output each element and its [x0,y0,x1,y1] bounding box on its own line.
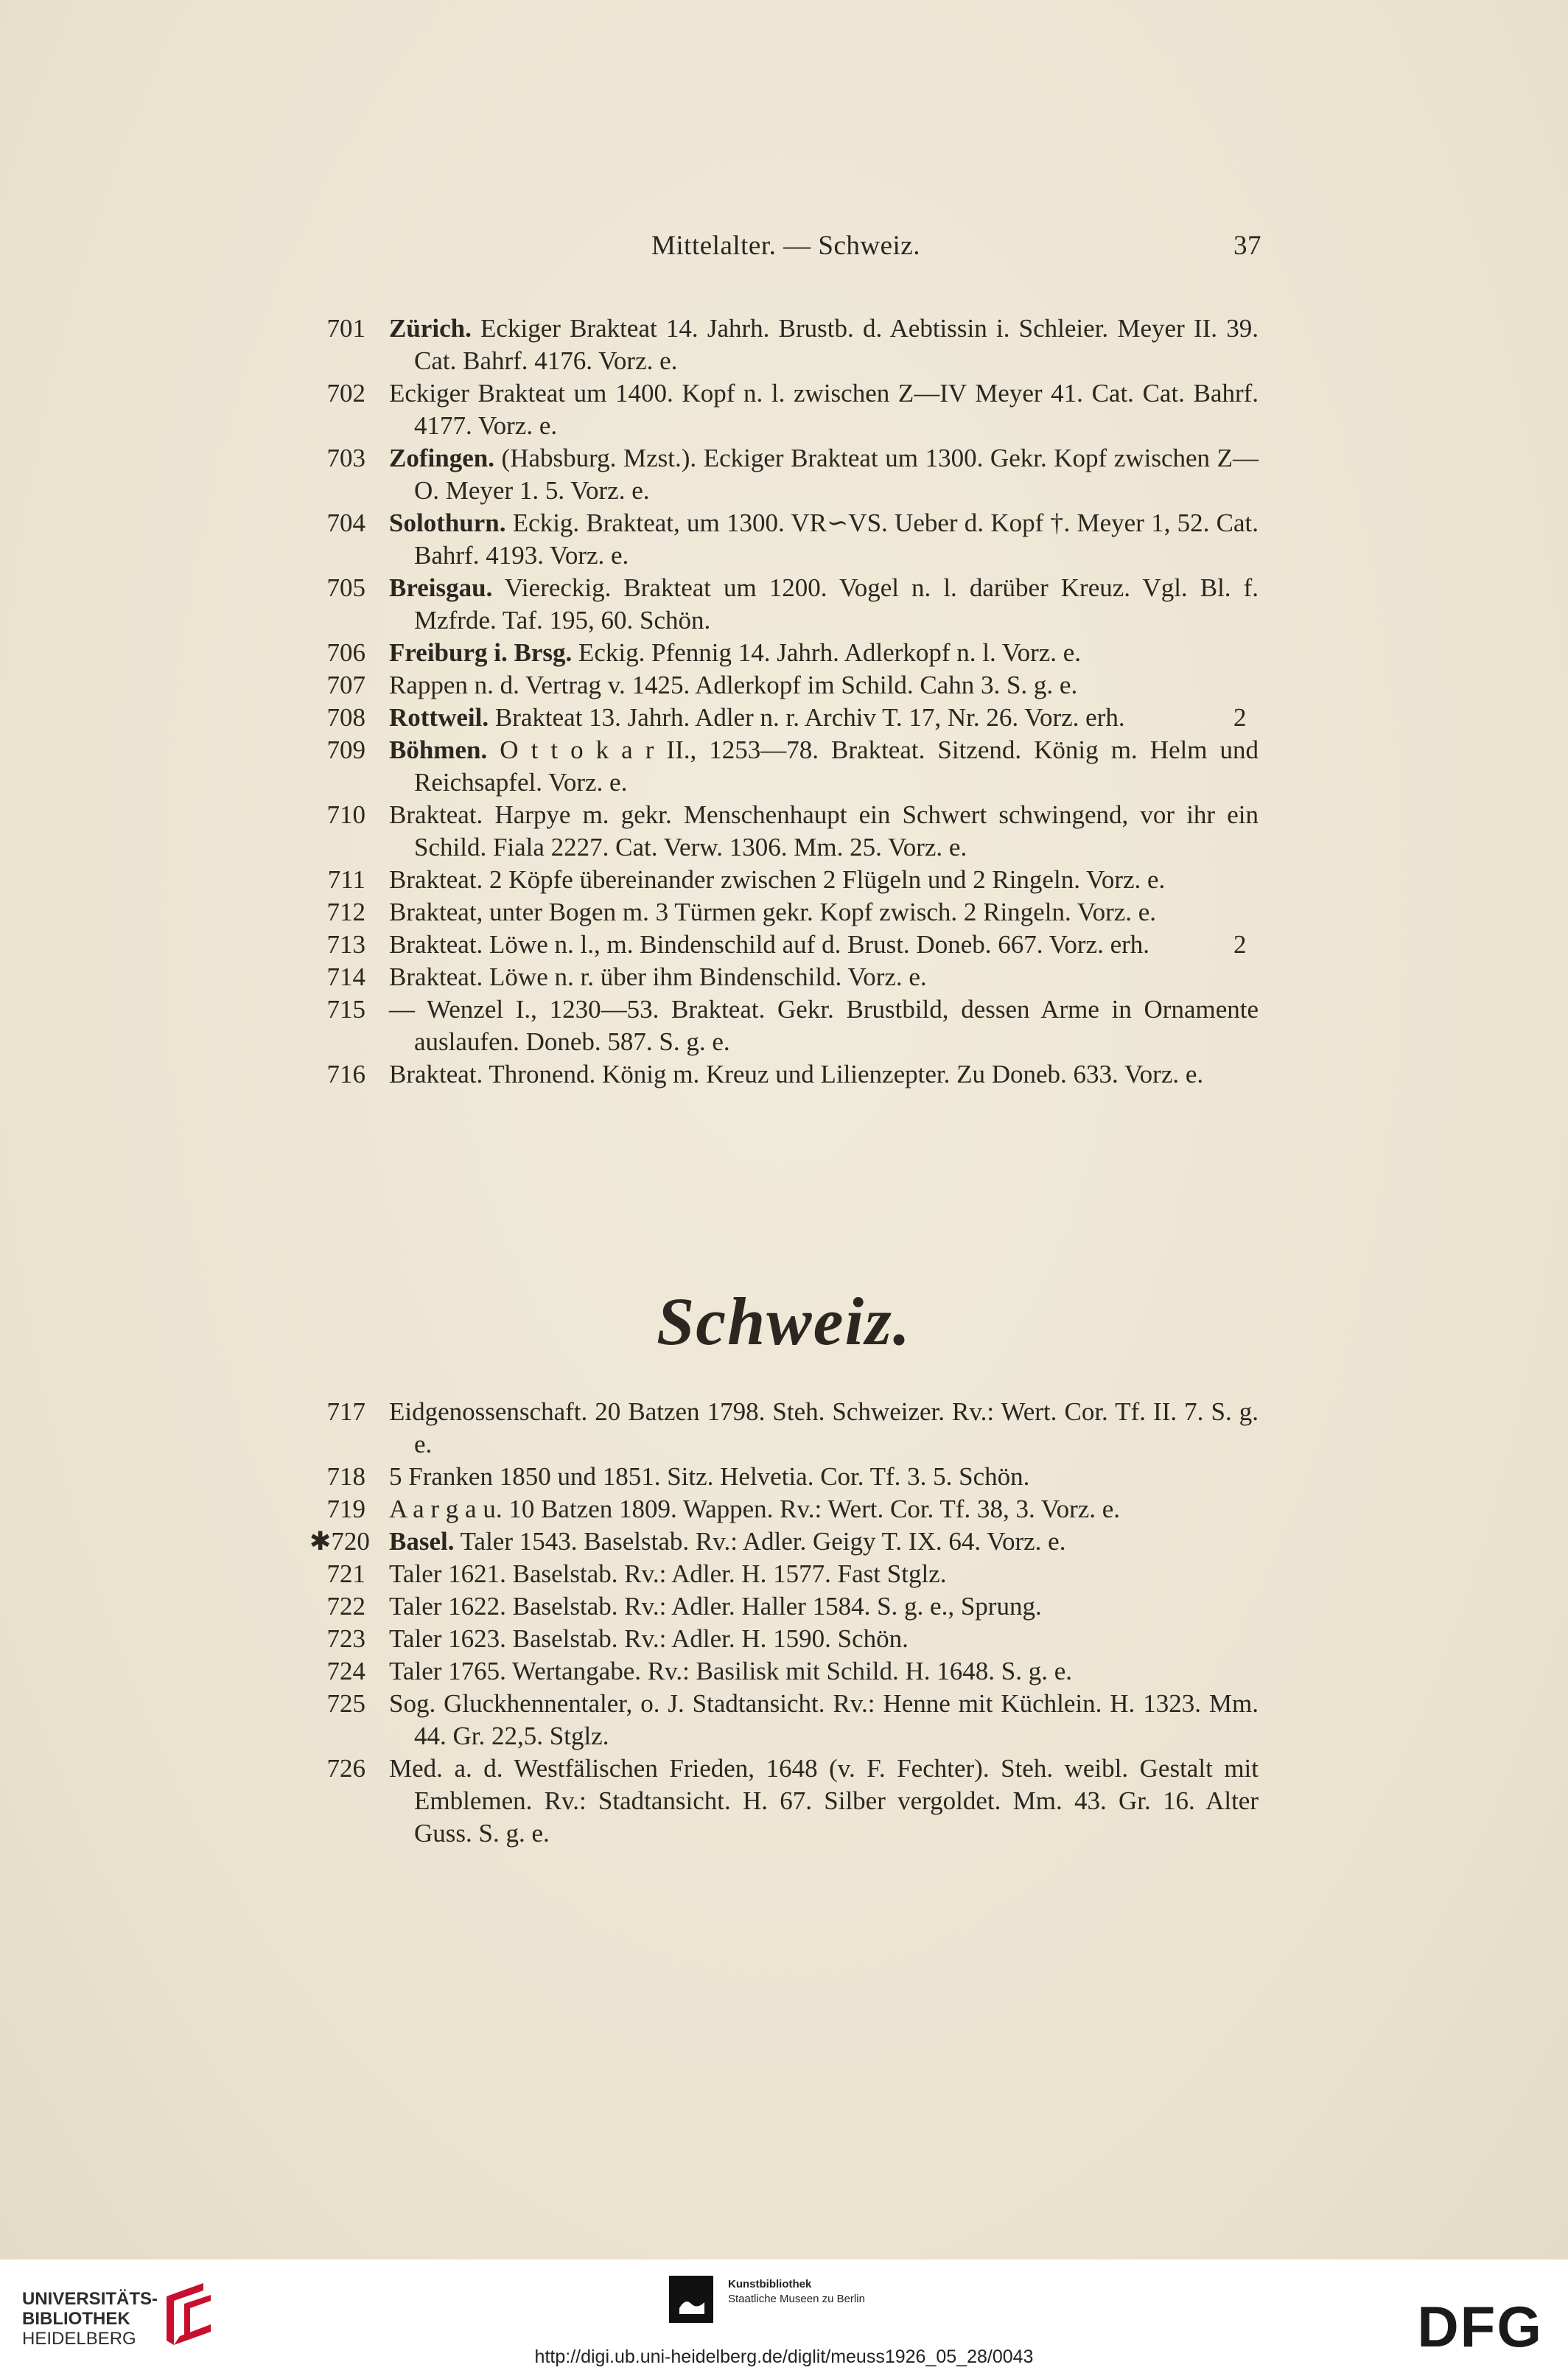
entry-number: 709 [326,735,365,764]
entry-number: 710 [326,800,365,829]
catalog-entry [0,1058,1568,1091]
entry-heading: Solothurn. [389,508,506,537]
entry-description: 5 Franken 1850 und 1851. Sitz. Helvetia. Cor. Tf. 3. 5. Schön. [389,1462,1030,1491]
dfg-logo[interactable]: DFG [1417,2294,1543,2359]
kb-line-1: Kunstbibliothek [728,2278,812,2290]
catalog-entry [0,1461,1568,1493]
catalog-entry [0,1396,1568,1461]
entry-description: Rappen n. d. Vertrag v. 1425. Adlerkopf im Schild. Cahn 3. S. g. e. [389,671,1078,699]
entry-text [389,799,1259,864]
entry-number: 714 [326,962,365,991]
catalog-entry [0,442,1568,507]
entry-description: Taler 1765. Wertangabe. Rv.: Basilisk mit Schild. H. 1648. S. g. e. [389,1657,1072,1685]
entry-description: A a r g a u. 10 Batzen 1809. Wappen. Rv.: Wert. Cor. Tf. 38, 3. Vorz. e. [389,1495,1121,1523]
entry-description: Brakteat 13. Jahrh. Adler n. r. Archiv T. 17, Nr. 26. Vorz. erh. [489,703,1125,732]
catalog-entry [0,993,1568,1058]
entry-text: Rottweil. Brakteat 13. Jahrh. Adler n. r. Archiv T. 17, Nr. 26. Vorz. erh. 2 [389,703,1247,732]
catalog-entry [0,734,1568,799]
catalog-entry [0,507,1568,572]
catalog-entry [0,1590,1568,1623]
entry-number: 722 [326,1592,365,1621]
ub-line-1: UNIVERSITÄTS- [22,2289,158,2309]
kb-line-2: Staatliche Museen zu Berlin [728,2293,865,2305]
catalog-entry [0,961,1568,993]
entry-number: 719 [326,1495,365,1523]
catalog-entry [0,1623,1568,1655]
entry-description: Taler 1622. Baselstab. Rv.: Adler. Haller 1584. S. g. e., Sprung. [389,1592,1042,1621]
entry-description: — Wenzel I., 1230—53. Brakteat. Gekr. Brustbild, dessen Arme in Ornamente auslaufen. Doneb. 587. S. g. e. [389,995,1259,1056]
entry-description: Eckig. Pfennig 14. Jahrh. Adlerkopf n. l. Vorz. e. [572,638,1082,667]
entry-description: Eidgenossenschaft. 20 Batzen 1798. Steh. Schweizer. Rv.: Wert. Cor. Tf. II. 7. S. g. e. [389,1397,1259,1458]
ub-line-3: HEIDELBERG [22,2329,136,2349]
catalog-entry [0,929,1568,961]
entry-number: 712 [326,898,365,926]
entry-text [389,312,1259,377]
entry-number: 711 [327,865,365,894]
catalog-entry [0,669,1568,702]
ub-line-2: BIBLIOTHEK [22,2309,130,2329]
entry-number: 715 [326,995,365,1024]
entry-heading: Freiburg i. Brsg. [389,638,573,667]
entry-text [389,734,1259,799]
entry-text [389,1526,1259,1558]
entry-number: 725 [326,1689,365,1718]
entry-number: 721 [326,1559,365,1588]
entry-description: Brakteat, unter Bogen m. 3 Türmen gekr. Kopf zwisch. 2 Ringeln. Vorz. e. [389,898,1157,926]
page-number: 37 [1233,231,1261,261]
entry-number: 718 [326,1462,365,1491]
entry-text [389,896,1259,929]
entry-description: Taler 1543. Baselstab. Rv.: Adler. Geigy T. IX. 64. Vorz. e. [454,1527,1066,1556]
catalog-entry [0,1688,1568,1752]
entry-description: Brakteat. Thronend. König m. Kreuz und Lilienzepter. Zu Doneb. 633. Vorz. e. [389,1060,1204,1088]
entry-description: Brakteat. Harpye m. gekr. Menschenhaupt ein Schwert schwingend, vor ihr ein Schild. Fiala 2227. Cat. Verw. 1306. Mm. 25. Vorz. e. [389,800,1259,862]
entry-heading: Basel. [389,1527,455,1556]
entry-description: Eckiger Brakteat 14. Jahrh. Brustb. d. Aebtissin i. Schleier. Meyer II. 39. Cat. Bahrf. 4176. Vorz. e. [414,314,1259,375]
entry-text [389,442,1259,507]
permalink-url[interactable]: http://digi.ub.uni-heidelberg.de/diglit/meuss1926_05_28/0043 [534,2346,1034,2367]
entry-text [389,507,1259,572]
entry-number: 717 [326,1397,365,1426]
entry-number: 708 [326,703,365,732]
catalog-entry [0,312,1568,377]
catalog-entry [0,1752,1568,1850]
entry-description: Brakteat. Löwe n. l., m. Bindenschild auf d. Brust. Doneb. 667. Vorz. erh. [389,930,1150,959]
section-heading: Schweiz. [657,1284,911,1359]
entry-text [389,377,1259,442]
entry-text [389,1493,1259,1526]
entry-description: Brakteat. Löwe n. r. über ihm Bindenschild. Vorz. e. [389,962,927,991]
entry-number: 704 [326,508,365,537]
entry-text [389,1655,1259,1688]
kunstbibliothek-mark-icon [669,2276,713,2323]
catalog-entry [0,1493,1568,1526]
entry-number: 705 [326,573,365,602]
entry-text [389,572,1259,637]
entry-number: 701 [326,314,365,343]
entry-text [389,993,1259,1058]
entry-number: 707 [326,671,365,699]
entry-description: Eckig. Brakteat, um 1300. VR∽VS. Ueber d. Kopf †. Meyer 1, 52. Cat. Bahrf. 4193. Vorz. e. [414,508,1259,570]
entry-text [389,1558,1259,1590]
entry-text [389,1752,1259,1850]
entry-text [389,1058,1259,1091]
entry-number: 706 [326,638,365,667]
catalog-entry [0,377,1568,442]
entry-number: 713 [326,930,365,959]
entry-heading: Zofingen. [389,444,494,472]
entry-number: 702 [326,379,365,408]
catalog-entry [0,1558,1568,1590]
catalog-entry [0,1655,1568,1688]
entry-number: 716 [326,1060,365,1088]
catalog-entry [0,702,1568,734]
entry-description: O t t o k a r II., 1253—78. Brakteat. Sitzend. König m. Helm und Reichsapfel. Vorz. e. [414,735,1259,797]
entries-schweiz [0,1396,1568,1850]
running-title: Mittelalter. — Schweiz. [651,231,920,261]
catalog-entry [0,1526,1568,1558]
catalog-entry [0,637,1568,669]
entry-heading: Böhmen. [389,735,488,764]
entry-heading: Rottweil. [389,703,489,732]
entry-text [389,864,1259,896]
entry-description: Eckiger Brakteat um 1400. Kopf n. l. zwischen Z—IV Meyer 41. Cat. Cat. Bahrf. 4177. Vorz. e. [389,379,1259,440]
ub-heidelberg-mark-icon [159,2282,218,2348]
entry-heading: Zürich. [389,314,472,343]
entry-text [389,669,1259,702]
entry-description: Taler 1621. Baselstab. Rv.: Adler. H. 1577. Fast Stglz. [389,1559,947,1588]
ub-heidelberg-wordmark [22,2289,158,2349]
entries-mittelalter [0,312,1568,1091]
catalog-entry [0,896,1568,929]
entry-description: Viereckig. Brakteat um 1200. Vogel n. l. darüber Kreuz. Vgl. Bl. f. Mzfrde. Taf. 195, 60. Schön. [414,573,1259,635]
entry-text: Brakteat. Löwe n. l., m. Bindenschild auf d. Brust. Doneb. 667. Vorz. erh. 2 [389,930,1247,959]
entry-text [389,1688,1259,1752]
catalog-entry [0,799,1568,864]
catalog-entry [0,864,1568,896]
entry-number: 723 [326,1624,365,1653]
entry-text [389,1396,1259,1461]
entry-description: (Habsburg. Mzst.). Eckiger Brakteat um 1300. Gekr. Kopf zwischen Z—O. Meyer 1. 5. Vorz. e. [414,444,1259,505]
entry-description: Brakteat. 2 Köpfe übereinander zwischen 2 Flügeln und 2 Ringeln. Vorz. e. [389,865,1166,894]
catalog-entry [0,572,1568,637]
entry-text [389,1623,1259,1655]
entry-text [389,1461,1259,1493]
entry-number: 703 [326,444,365,472]
entry-heading: Breisgau. [389,573,493,602]
entry-text [389,961,1259,993]
entry-description: Taler 1623. Baselstab. Rv.: Adler. H. 1590. Schön. [389,1624,909,1653]
entry-text [389,1590,1259,1623]
kunstbibliothek-wordmark [728,2277,865,2307]
entry-number: 724 [326,1657,365,1685]
viewer-footer [0,2260,1568,2373]
entry-description: Med. a. d. Westfälischen Frieden, 1648 (v. F. Fechter). Steh. weibl. Gestalt mit Emblemen. Rv.: Stadtansicht. H. 67. Silber vergoldet. Mm. 43. Gr. 16. Alter Guss. S. g. e. [389,1754,1259,1848]
entry-number: 726 [326,1754,365,1783]
entry-number: ✱720 [309,1527,370,1556]
kunstbibliothek-logo[interactable] [669,2276,865,2327]
entry-text [389,637,1259,669]
entry-description: Sog. Gluckhennentaler, o. J. Stadtansicht. Rv.: Henne mit Küchlein. H. 1323. Mm. 44. Gr. 22,5. Stglz. [389,1689,1259,1750]
